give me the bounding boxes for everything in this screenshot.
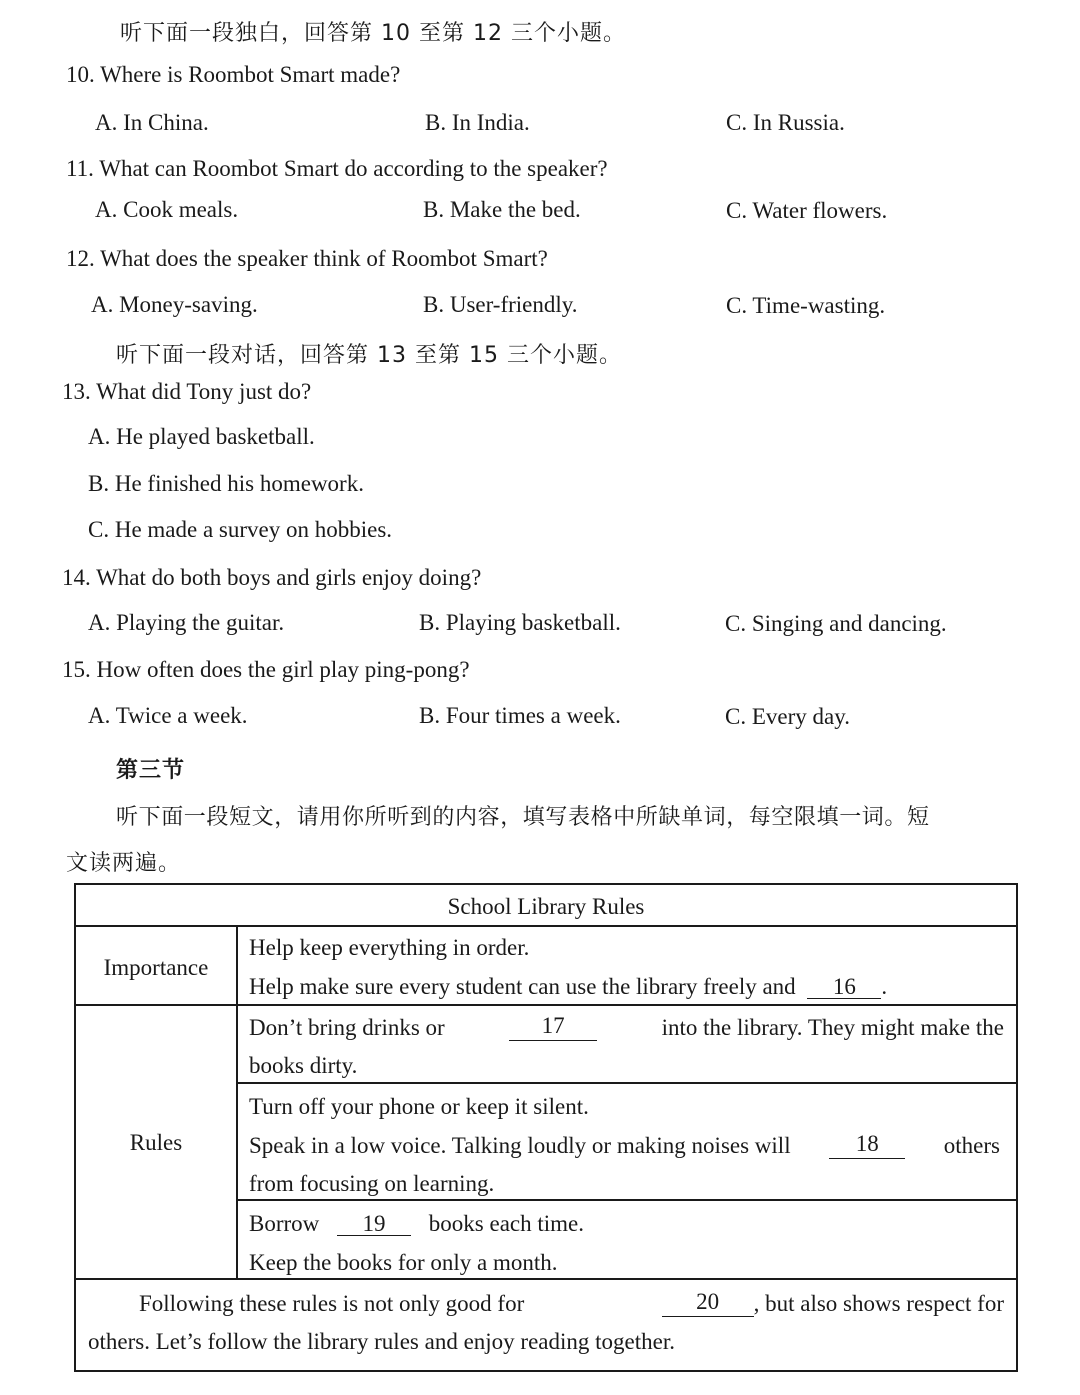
- table-title: School Library Rules: [447, 894, 645, 919]
- question-11-option-b: B. Make the bed.: [423, 197, 581, 222]
- blank-16[interactable]: 16: [807, 976, 881, 999]
- question-14-option-c: C. Singing and dancing.: [725, 611, 947, 636]
- rules-label: Rules: [129, 1130, 183, 1155]
- importance-line2: [249, 974, 887, 1000]
- question-14-stem: 14. What do both boys and girls enjoy doing?: [62, 565, 482, 590]
- footer-blank-group: [662, 1291, 1004, 1317]
- section-3-instruction-line2: 文读两遍。: [66, 851, 182, 876]
- rule2-line2: [249, 1133, 1000, 1159]
- question-10-option-c: C. In Russia.: [726, 110, 845, 135]
- importance-line2-text: Help make sure every student can use the library freely and: [249, 974, 796, 999]
- question-15-option-b: B. Four times a week.: [419, 703, 621, 728]
- section-3-instruction-line1: 听下面一段短文，请用你所听到的内容，填写表格中所缺单词，每空限填一词。短: [116, 805, 930, 830]
- table-rule: [76, 925, 1016, 927]
- instruction-monologue: 听下面一段独白，回答第 10 至第 12 三个小题。: [120, 21, 626, 46]
- footer-line1: [139, 1291, 1004, 1317]
- question-13-option-b: B. He finished his homework.: [88, 471, 364, 496]
- question-12-option-c: C. Time-wasting.: [726, 293, 886, 318]
- blank-17[interactable]: 17: [509, 1015, 597, 1041]
- rule3-text-pre: Borrow: [249, 1211, 320, 1236]
- importance-line1: Help keep everything in order.: [249, 935, 530, 960]
- table-column-divider: [236, 925, 238, 1278]
- footer-text-pre: Following these rules is not only good for: [139, 1291, 525, 1316]
- blank-18[interactable]: 18: [829, 1133, 905, 1159]
- question-12-option-b: B. User-friendly.: [423, 292, 578, 317]
- question-13-stem: 13. What did Tony just do?: [62, 379, 312, 404]
- rule1-text-post: into the library. They might make the: [661, 1015, 1004, 1040]
- rule3-text-post: books each time.: [428, 1211, 584, 1236]
- rule1-text-pre: Don’t bring drinks or: [249, 1015, 445, 1040]
- question-14-option-a: A. Playing the guitar.: [88, 610, 285, 635]
- question-11-stem: 11. What can Roombot Smart do according to the speaker?: [66, 156, 608, 181]
- question-15-stem: 15. How often does the girl play ping-pong?: [62, 657, 470, 682]
- rule2-line3: from focusing on learning.: [249, 1171, 495, 1196]
- table-rule: [76, 1004, 1016, 1006]
- question-11-option-c: C. Water flowers.: [726, 198, 888, 223]
- rule1-line2: books dirty.: [249, 1053, 358, 1078]
- rule2-line1: Turn off your phone or keep it silent.: [249, 1094, 589, 1119]
- rule3-line1: [249, 1211, 584, 1237]
- rule1-line1: [249, 1015, 1004, 1041]
- question-15-option-c: C. Every day.: [725, 704, 850, 729]
- section-3-heading: 第三节: [116, 758, 186, 783]
- question-13-option-a: A. He played basketball.: [88, 424, 315, 449]
- question-12-option-a: A. Money-saving.: [91, 292, 258, 317]
- importance-label: Importance: [103, 955, 209, 980]
- blank-20[interactable]: 20: [662, 1291, 754, 1317]
- question-12-stem: 12. What does the speaker think of Roombot Smart?: [66, 246, 548, 271]
- rule2-text-pre: Speak in a low voice. Talking loudly or making noises will: [249, 1133, 791, 1158]
- table-rule: [236, 1082, 1016, 1084]
- footer-text-post: , but also shows respect for: [753, 1291, 1004, 1316]
- blank-19[interactable]: 19: [337, 1213, 411, 1236]
- table-rule: [236, 1199, 1016, 1201]
- question-10-option-a: A. In China.: [95, 110, 209, 135]
- question-13-option-c: C. He made a survey on hobbies.: [88, 517, 393, 542]
- library-rules-table: [74, 883, 1018, 1372]
- question-14-option-b: B. Playing basketball.: [419, 610, 621, 635]
- footer-line2: others. Let’s follow the library rules and enjoy reading together.: [88, 1329, 675, 1354]
- question-15-option-a: A. Twice a week.: [88, 703, 248, 728]
- table-rule: [76, 1278, 1016, 1280]
- question-10-option-b: B. In India.: [425, 110, 530, 135]
- instruction-dialogue: 听下面一段对话，回答第 13 至第 15 三个小题。: [116, 343, 622, 368]
- question-11-option-a: A. Cook meals.: [95, 197, 239, 222]
- importance-line2-end: .: [881, 974, 888, 999]
- rule3-line2: Keep the books for only a month.: [249, 1250, 558, 1275]
- rule2-text-post: others: [943, 1133, 1000, 1158]
- question-10-stem: 10. Where is Roombot Smart made?: [66, 62, 401, 87]
